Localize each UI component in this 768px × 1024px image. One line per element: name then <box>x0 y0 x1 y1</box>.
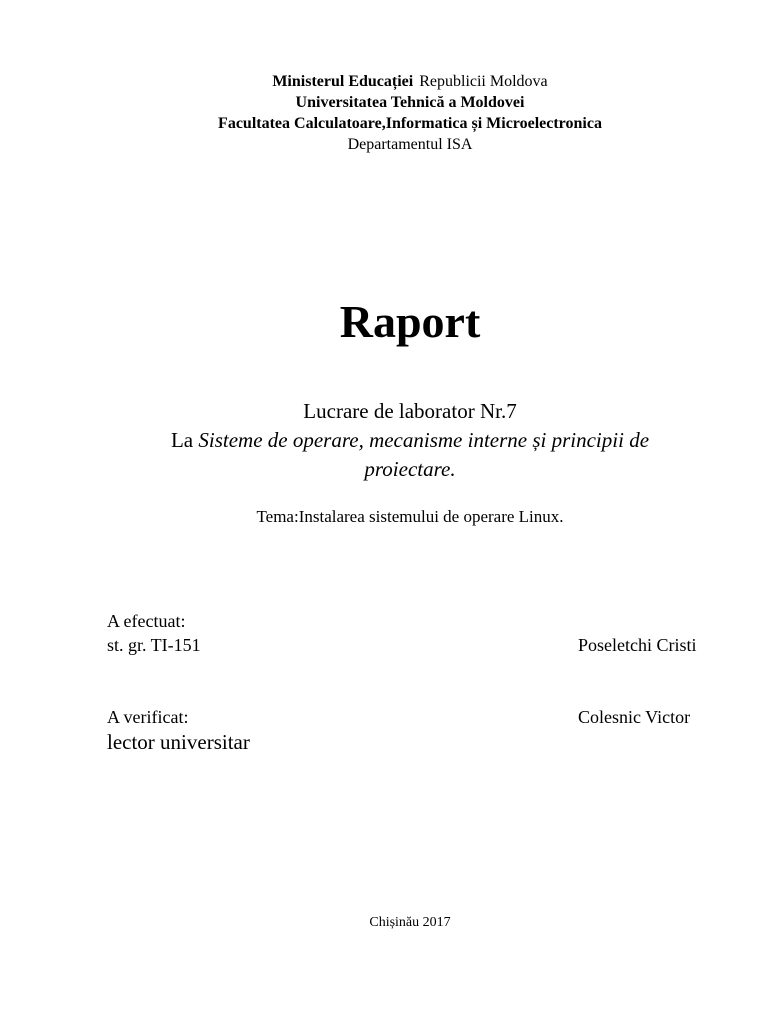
report-title: Raport <box>339 296 481 347</box>
institution-header <box>0 71 768 155</box>
faculty-name: Facultatea Calculatoare,Informatica și Microelectronica <box>218 115 602 132</box>
lab-subject-continuation <box>0 455 768 484</box>
ministry-name: Ministerul Educației <box>272 73 414 90</box>
lab-subject-part2: proiectare. <box>364 457 456 481</box>
student-group: st. gr. TI-151 <box>107 635 201 655</box>
department-name: Departamentul ISA <box>347 136 473 153</box>
lab-number: Lucrare de laborator Nr.7 <box>303 399 517 423</box>
teacher-name: Colesnic Victor <box>578 707 691 727</box>
lab-subject <box>140 426 680 455</box>
performed-label: A efectuat: <box>107 611 186 631</box>
checked-label: A verificat: <box>107 707 189 727</box>
student-name: Poseletchi Cristi <box>578 635 697 655</box>
place-and-year: Chișinău 2017 <box>369 915 451 930</box>
university-name: Universitatea Tehnică a Moldovei <box>295 94 525 111</box>
lab-info <box>0 397 768 484</box>
lab-theme: Tema:Instalarea sistemului de operare Linux. <box>256 507 564 526</box>
lab-subject-prefix: La <box>170 428 199 452</box>
ministry-suffix: Republicii Moldova <box>419 73 548 90</box>
teacher-role: lector universitar <box>107 730 250 754</box>
ministry-line <box>0 71 768 92</box>
lab-subject-part1: Sisteme de operare, mecanisme interne și principii de <box>198 428 650 452</box>
